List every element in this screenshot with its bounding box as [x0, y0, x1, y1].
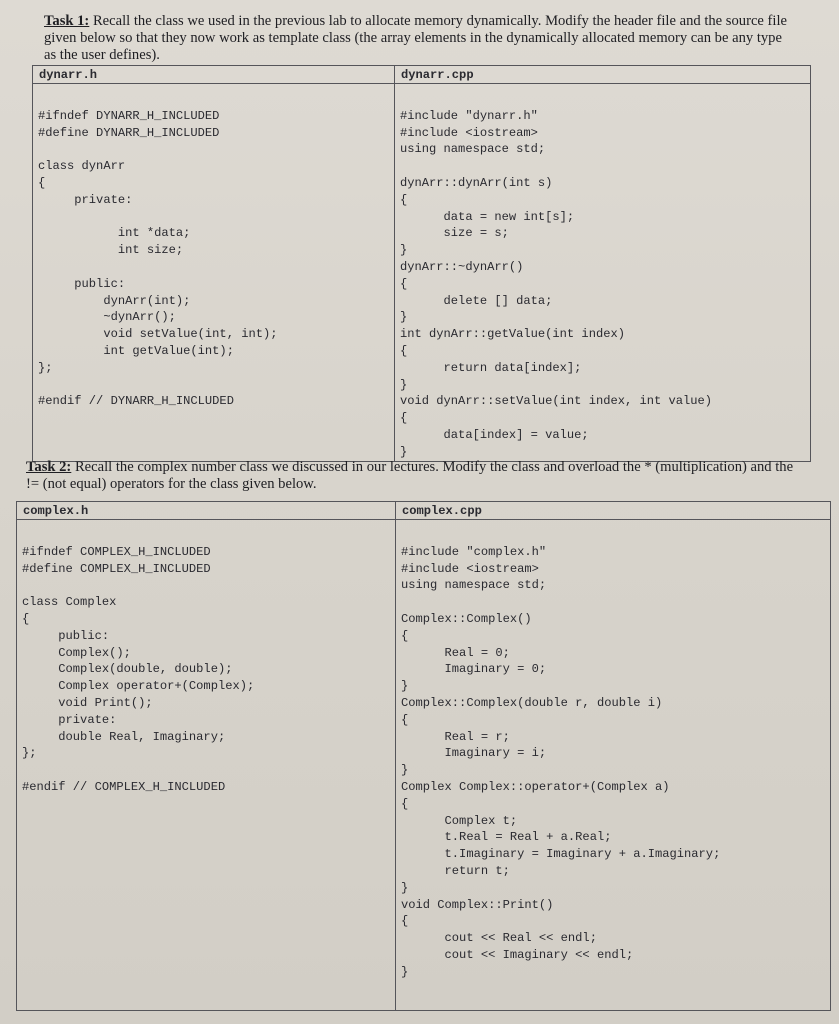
code-line: #include "complex.h" [401, 544, 547, 559]
code-line: void Print(); [22, 695, 153, 710]
task2-source-code [396, 520, 830, 981]
code-line: int size; [38, 243, 184, 258]
code-line: #include "dynarr.h" [400, 108, 538, 123]
code-line: void setValue(int, int); [38, 327, 278, 342]
code-line: data = new int[s]; [400, 209, 575, 224]
code-line: Imaginary = i; [401, 746, 547, 761]
code-line: Complex Complex::operator+(Complex a) [401, 779, 670, 794]
task1-instructions [44, 13, 794, 64]
code-line: Real = 0; [401, 645, 510, 660]
code-line: #define COMPLEX_H_INCLUDED [22, 561, 211, 576]
code-line: { [400, 411, 408, 426]
code-line [401, 594, 830, 611]
code-line: } [400, 243, 408, 258]
code-line: Imaginary = 0; [401, 662, 547, 677]
code-line: private: [22, 712, 117, 727]
task1-source-code [395, 84, 810, 461]
code-line [400, 158, 810, 175]
task1-source-cell [395, 84, 811, 462]
code-line: private: [38, 192, 133, 207]
code-line: { [400, 192, 408, 207]
code-line: Complex(); [22, 645, 131, 660]
code-line: #endif // DYNARR_H_INCLUDED [38, 394, 234, 409]
code-line: Complex(double, double); [22, 662, 233, 677]
code-line: } [400, 310, 408, 325]
code-line: delete [] data; [400, 293, 553, 308]
code-line: using namespace std; [401, 578, 547, 593]
code-line: cout << Real << endl; [401, 931, 597, 946]
code-line: } [401, 679, 409, 694]
code-line [38, 259, 394, 276]
task2-source-cell [396, 520, 831, 1011]
code-line: } [401, 763, 409, 778]
code-line [38, 209, 394, 226]
code-line: size = s; [400, 226, 509, 241]
code-line [22, 577, 395, 594]
task1-header-cell [33, 84, 395, 462]
code-line: { [400, 343, 408, 358]
code-line: #include <iostream> [401, 561, 539, 576]
task1-header-code [33, 84, 394, 410]
code-line: { [400, 276, 408, 291]
code-line: dynArr::dynArr(int s) [400, 175, 553, 190]
code-line: Real = r; [401, 729, 510, 744]
code-line: public: [38, 276, 126, 291]
code-line: } [400, 377, 408, 392]
code-line: data[index] = value; [400, 427, 589, 442]
code-line: }; [22, 746, 37, 761]
code-line: t.Real = Real + a.Real; [401, 830, 612, 845]
code-line: } [401, 964, 409, 979]
task2-header-code [17, 520, 395, 796]
code-line: using namespace std; [400, 142, 546, 157]
code-line: void dynArr::setValue(int index, int value) [400, 394, 713, 409]
code-line: { [401, 914, 409, 929]
code-line: class Complex [22, 595, 117, 610]
code-line: return data[index]; [400, 360, 582, 375]
code-line: { [401, 796, 409, 811]
task1-text: Recall the class we used in the previous lab to allocate memory dynamically. Modify the header file and the source file given below so that they now work as template class (the array elements in the dynamically allocated memory can be any type as the user defines). [44, 13, 787, 63]
code-line: Complex operator+(Complex); [22, 679, 255, 694]
code-line [400, 91, 810, 108]
task1-source-filename: dynarr.cpp [395, 66, 811, 84]
code-line: { [22, 611, 30, 626]
code-line: Complex t; [401, 813, 518, 828]
task1-code-table [32, 65, 811, 462]
task2-instructions [26, 459, 801, 493]
task2-source-filename: complex.cpp [396, 502, 831, 520]
code-line: #define DYNARR_H_INCLUDED [38, 125, 220, 140]
code-line: }; [38, 360, 53, 375]
code-line [38, 377, 394, 394]
task2-label: Task 2: [26, 459, 72, 475]
code-line: int getValue(int); [38, 343, 234, 358]
code-line: double Real, Imaginary; [22, 729, 226, 744]
code-line: t.Imaginary = Imaginary + a.Imaginary; [401, 847, 721, 862]
code-line: dynArr(int); [38, 293, 191, 308]
code-line: Complex::Complex(double r, double i) [401, 695, 663, 710]
task2-text: Recall the complex number class we discussed in our lectures. Modify the class and overload the * (multiplication) and the != (not equal) operators for the class given below. [26, 459, 794, 492]
task1-label: Task 1: [44, 13, 90, 29]
code-line: public: [22, 628, 110, 643]
code-line: class dynArr [38, 159, 126, 174]
code-line: int dynArr::getValue(int index) [400, 327, 625, 342]
task2-header-cell [17, 520, 396, 1011]
code-line [401, 527, 830, 544]
code-line: ~dynArr(); [38, 310, 176, 325]
code-line: dynArr::~dynArr() [400, 259, 524, 274]
code-line: { [38, 175, 46, 190]
code-line [22, 762, 395, 779]
code-line [38, 141, 394, 158]
code-line: int *data; [38, 226, 191, 241]
task2-header-filename: complex.h [17, 502, 396, 520]
code-line [22, 527, 395, 544]
code-line: cout << Imaginary << endl; [401, 947, 634, 962]
task1-header-filename: dynarr.h [33, 66, 395, 84]
code-line: #include <iostream> [400, 125, 538, 140]
code-line: } [400, 444, 408, 459]
code-line: { [401, 712, 409, 727]
code-line [38, 91, 394, 108]
code-line: #endif // COMPLEX_H_INCLUDED [22, 779, 226, 794]
code-line: } [401, 880, 409, 895]
code-line: return t; [401, 863, 510, 878]
task2-code-table [16, 501, 831, 1011]
code-line: { [401, 628, 409, 643]
code-line: void Complex::Print() [401, 897, 554, 912]
code-line: #ifndef COMPLEX_H_INCLUDED [22, 544, 211, 559]
code-line: #ifndef DYNARR_H_INCLUDED [38, 108, 220, 123]
code-line: Complex::Complex() [401, 611, 532, 626]
